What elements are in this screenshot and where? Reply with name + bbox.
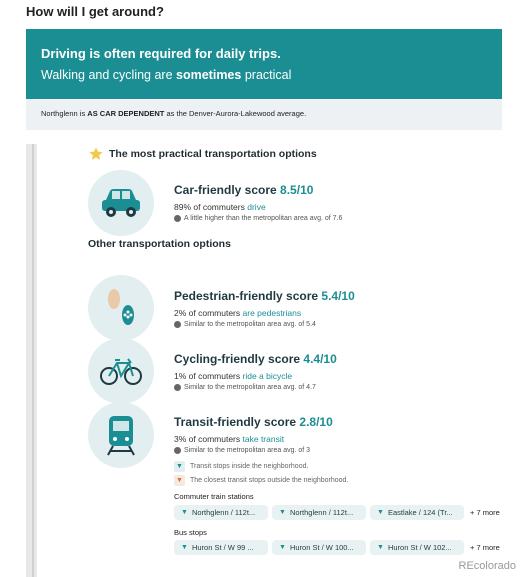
footprints-icon bbox=[101, 285, 141, 331]
station-pin-icon: ▼ bbox=[181, 509, 188, 516]
transit-score-label: Transit-friendly score bbox=[174, 415, 297, 429]
banner-line-2 bbox=[41, 66, 487, 84]
bus-stop-name: Huron St / W 100... bbox=[289, 543, 354, 552]
car-icon-badge bbox=[88, 170, 154, 236]
star-icon bbox=[88, 146, 104, 162]
pedestrian-score-label: Pedestrian-friendly score bbox=[174, 289, 319, 303]
train-station-chip[interactable] bbox=[272, 505, 366, 520]
scroll-rail bbox=[26, 144, 37, 577]
transit-score-value: 2.8/10 bbox=[299, 415, 333, 429]
pedestrian-score-block bbox=[174, 289, 355, 328]
bus-stop-name: Huron St / W 102... bbox=[387, 543, 452, 552]
train-station-chip[interactable] bbox=[370, 505, 464, 520]
bus-stops-label: Bus stops bbox=[174, 528, 207, 537]
stop-pin-icon: ▼ bbox=[279, 544, 286, 551]
transit-commuters-pct: 3% of commuters bbox=[174, 434, 241, 444]
page-title: How will I get around? bbox=[26, 4, 164, 19]
practical-options-heading bbox=[88, 146, 317, 162]
other-options-heading bbox=[88, 238, 231, 250]
pedestrian-note-text: Similar to the metropolitan area avg. of 5.4 bbox=[184, 321, 316, 328]
train-stations-more-link[interactable]: + 7 more bbox=[470, 508, 500, 517]
train-icon bbox=[104, 413, 138, 457]
pedestrian-icon-badge bbox=[88, 275, 154, 341]
comparison-emphasis: AS CAR DEPENDENT bbox=[87, 109, 165, 118]
pedestrian-commuters bbox=[174, 308, 355, 318]
cycling-commuters-pct: 1% of commuters bbox=[174, 371, 241, 381]
watermark: REcolorado bbox=[458, 560, 516, 572]
banner-line-2-emphasis: sometimes bbox=[176, 68, 242, 82]
cycling-commuters bbox=[174, 371, 337, 381]
pedestrian-score-value: 5.4/10 bbox=[321, 289, 355, 303]
comparison-prefix: Northglenn is bbox=[41, 109, 86, 118]
cycling-score-title bbox=[174, 352, 337, 366]
stops-inside-text: Transit stops inside the neighborhood. bbox=[190, 463, 309, 470]
train-station-name: Northglenn / 112t... bbox=[289, 508, 354, 517]
transit-comparison-note bbox=[174, 447, 348, 454]
arrow-up-icon bbox=[174, 215, 181, 222]
car-score-label: Car-friendly score bbox=[174, 183, 277, 197]
car-commuters bbox=[174, 202, 342, 212]
cycling-icon-badge bbox=[88, 338, 154, 404]
transit-stop-icon: ▼ bbox=[174, 461, 185, 472]
cycling-comparison-note bbox=[174, 384, 337, 391]
cycling-score-label: Cycling-friendly score bbox=[174, 352, 301, 366]
transit-score-title bbox=[174, 415, 348, 429]
train-station-name: Northglenn / 112t... bbox=[191, 508, 256, 517]
banner-line-1: Driving is often required for daily trips. bbox=[41, 46, 281, 61]
car-mode-word: drive bbox=[247, 202, 266, 212]
train-stations-label: Commuter train stations bbox=[174, 492, 254, 501]
train-station-chip[interactable] bbox=[174, 505, 268, 520]
bus-stop-name: Huron St / W 99 ... bbox=[191, 543, 254, 552]
transit-stop-outside-icon: ▼ bbox=[174, 475, 185, 486]
car-score-block bbox=[174, 183, 342, 222]
bus-stops-list bbox=[174, 540, 500, 555]
comparison-suffix: as the Denver-Aurora-Lakewood average. bbox=[166, 109, 307, 118]
transit-stops-inside-note bbox=[174, 461, 348, 472]
transit-mode-word: take transit bbox=[242, 434, 285, 444]
bus-stop-chip[interactable] bbox=[370, 540, 464, 555]
cycling-score-value: 4.4/10 bbox=[303, 352, 337, 366]
pedestrian-mode-word: are pedestrians bbox=[242, 308, 302, 318]
bus-stop-chip[interactable] bbox=[174, 540, 268, 555]
transit-commuters bbox=[174, 434, 348, 444]
cycling-mode-word: ride a bicycle bbox=[242, 371, 293, 381]
bus-stop-chip[interactable] bbox=[272, 540, 366, 555]
stop-pin-icon: ▼ bbox=[181, 544, 188, 551]
pedestrian-commuters-pct: 2% of commuters bbox=[174, 308, 241, 318]
station-pin-icon: ▼ bbox=[279, 509, 286, 516]
cycling-score-block bbox=[174, 352, 337, 391]
pedestrian-comparison-note bbox=[174, 321, 355, 328]
transit-score-block bbox=[174, 415, 348, 486]
car-dependency-comparison bbox=[26, 99, 502, 130]
banner-line-2-prefix: Walking and cycling are bbox=[41, 68, 173, 82]
car-icon bbox=[98, 186, 144, 220]
train-station-name: Eastlake / 124 (Tr... bbox=[387, 508, 453, 517]
transit-icon-badge bbox=[88, 402, 154, 468]
equal-icon bbox=[174, 321, 181, 328]
train-stations-list bbox=[174, 505, 500, 520]
equal-icon bbox=[174, 384, 181, 391]
stops-outside-text: The closest transit stops outside the neighborhood. bbox=[190, 477, 349, 484]
stop-pin-icon: ▼ bbox=[377, 544, 384, 551]
car-note-text: A little higher than the metropolitan area avg. of 7.6 bbox=[184, 215, 343, 222]
transit-stops-outside-note bbox=[174, 475, 348, 486]
cycling-note-text: Similar to the metropolitan area avg. of 4.7 bbox=[184, 384, 316, 391]
pedestrian-score-title bbox=[174, 289, 355, 303]
car-score-title bbox=[174, 183, 342, 197]
car-score-value: 8.5/10 bbox=[280, 183, 314, 197]
practical-options-heading-text: The most practical transportation options bbox=[109, 148, 317, 160]
car-comparison-note bbox=[174, 215, 342, 222]
station-pin-icon: ▼ bbox=[377, 509, 384, 516]
other-options-heading-text: Other transportation options bbox=[88, 238, 231, 250]
car-commuters-pct: 89% of commuters bbox=[174, 202, 245, 212]
banner-line-2-suffix: practical bbox=[244, 68, 292, 82]
bus-stops-more-link[interactable]: + 7 more bbox=[470, 543, 500, 552]
bicycle-icon bbox=[99, 356, 143, 386]
summary-banner bbox=[26, 29, 502, 99]
transit-note-text: Similar to the metropolitan area avg. of 3 bbox=[184, 447, 311, 454]
equal-icon bbox=[174, 447, 181, 454]
